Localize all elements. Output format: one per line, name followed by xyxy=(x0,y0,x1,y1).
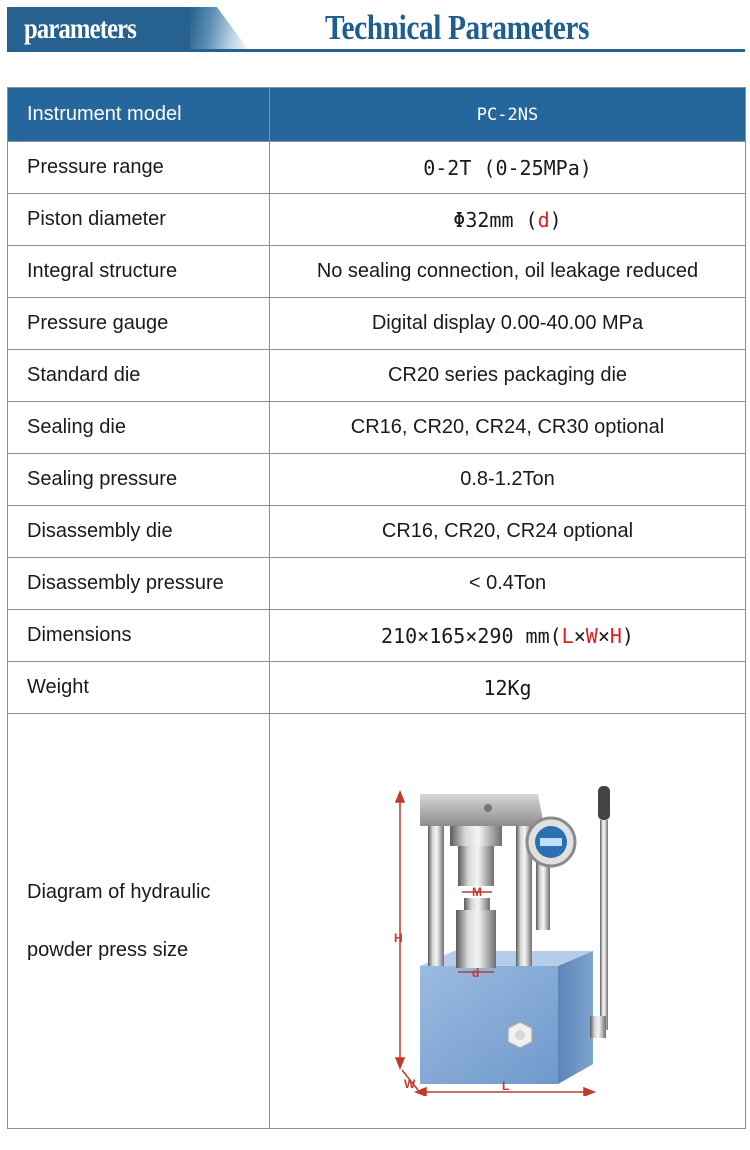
width-marker: W xyxy=(403,1077,415,1091)
upper-mold-cap xyxy=(450,826,502,846)
row-label: Dimensions xyxy=(8,610,270,662)
diagram-label xyxy=(8,714,270,1129)
row-label: Integral structure xyxy=(8,246,270,298)
row-value: < 0.4Ton xyxy=(270,558,746,610)
piston-prefix: Φ32mm ( xyxy=(453,207,538,232)
spec-table xyxy=(7,87,746,1129)
row-label: Disassembly pressure xyxy=(8,558,270,610)
row-value: CR20 series packaging die xyxy=(270,350,746,402)
row-value: Digital display 0.00-40.00 MPa xyxy=(270,298,746,350)
table-row xyxy=(8,142,746,194)
length-arrow-right xyxy=(584,1088,594,1096)
mold-marker: M xyxy=(471,885,482,899)
diagram-label-line1: Diagram of hydraulic xyxy=(27,881,211,903)
page-title: Technical Parameters xyxy=(325,8,590,47)
piston-body xyxy=(456,910,496,968)
left-column xyxy=(428,816,444,966)
top-bolt-icon xyxy=(484,804,492,812)
table-row xyxy=(8,350,746,402)
handle-lever xyxy=(600,820,608,1030)
hydraulic-press-illustration xyxy=(358,746,658,1096)
row-value: 12Kg xyxy=(270,662,746,714)
row-value: 210×165×290 mm(L×W×H) xyxy=(270,610,746,662)
header-tab-label: parameters xyxy=(24,12,137,45)
table-row xyxy=(8,454,746,506)
table-row xyxy=(8,506,746,558)
diagram-label-line2: powder press size xyxy=(27,939,189,961)
row-value: CR16, CR20, CR24, CR30 optional xyxy=(270,402,746,454)
dim-l-marker: L xyxy=(561,623,574,648)
diagram-cell xyxy=(270,714,746,1129)
header-tab-slant xyxy=(190,7,250,52)
page-header xyxy=(0,0,750,56)
height-arrow-top xyxy=(396,792,404,802)
handle-grip xyxy=(598,786,610,820)
table-header-row xyxy=(8,88,746,142)
table-row xyxy=(8,402,746,454)
piston-marker: d xyxy=(471,966,479,980)
row-value xyxy=(270,194,746,246)
row-label: Sealing die xyxy=(8,402,270,454)
table-row xyxy=(8,662,746,714)
header-divider xyxy=(7,49,745,52)
height-arrow-bottom xyxy=(396,1058,404,1068)
row-label: Weight xyxy=(8,662,270,714)
table-row xyxy=(8,610,746,662)
row-label: Sealing pressure xyxy=(8,454,270,506)
dims-prefix: 210×165×290 mm( xyxy=(381,623,562,648)
row-label: Standard die xyxy=(8,350,270,402)
gauge-screen xyxy=(540,838,562,846)
row-value: No sealing connection, oil leakage reduced xyxy=(270,246,746,298)
row-value: 0-2T (0-25MPa) xyxy=(270,142,746,194)
upper-mold xyxy=(458,846,494,886)
header-label: Instrument model xyxy=(8,88,270,142)
row-label: Piston diameter xyxy=(8,194,270,246)
length-marker: L xyxy=(501,1079,509,1093)
handle-pivot xyxy=(590,1016,606,1038)
top-plate xyxy=(420,794,544,826)
table-row xyxy=(8,298,746,350)
row-label: Disassembly die xyxy=(8,506,270,558)
diagram-row xyxy=(8,714,746,1129)
release-knob-center xyxy=(515,1030,525,1040)
press-base-side xyxy=(558,951,593,1084)
dim-w-marker: W xyxy=(585,623,598,648)
height-marker: H xyxy=(393,931,403,945)
row-value: CR16, CR20, CR24 optional xyxy=(270,506,746,558)
dims-suffix: ) xyxy=(621,623,634,648)
mold-die xyxy=(464,898,490,910)
row-label: Pressure range xyxy=(8,142,270,194)
dim-h-marker: H xyxy=(609,623,622,648)
piston-suffix: ) xyxy=(549,207,562,232)
row-label: Pressure gauge xyxy=(8,298,270,350)
table-row xyxy=(8,246,746,298)
row-value: 0.8-1.2Ton xyxy=(270,454,746,506)
model-value: PC-2NS xyxy=(270,88,746,142)
table-row xyxy=(8,558,746,610)
table-row xyxy=(8,194,746,246)
piston-d-marker: d xyxy=(537,207,550,232)
